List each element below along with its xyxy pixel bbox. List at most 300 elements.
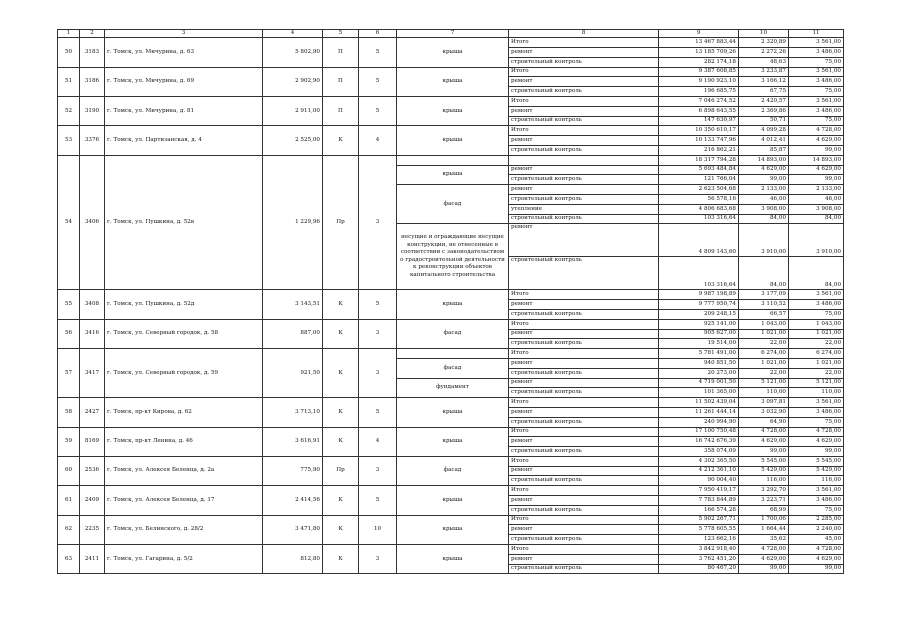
cost-line-label: ремонт <box>509 165 659 175</box>
column-number: 9 <box>659 30 739 38</box>
cost-limit: 1 021,00 <box>789 329 844 339</box>
total-area: 3 713,10 <box>263 398 323 427</box>
house-code: 2411 <box>80 545 105 574</box>
cost-line-label: строительный контроль <box>509 175 659 185</box>
cost-per-sqm: 4 012,41 <box>739 136 789 146</box>
cost-amount: 101 365,00 <box>659 388 739 398</box>
cost-amount: 7 046 274,52 <box>659 96 739 106</box>
cost-amount: 925 141,00 <box>659 319 739 329</box>
row-number: 54 <box>58 155 80 290</box>
cost-amount: 358 074,09 <box>659 447 739 457</box>
cost-per-sqm: 1 664,44 <box>739 525 789 535</box>
address: г. Томск, ул. Партизанская, д. 4 <box>105 126 263 155</box>
house-code: 8169 <box>80 427 105 456</box>
cost-per-sqm: 4 099,28 <box>739 126 789 136</box>
cost-amount: 80 467,20 <box>659 564 739 574</box>
cost-limit: 99,00 <box>789 564 844 574</box>
cost-amount: 905 627,00 <box>659 329 739 339</box>
cost-line-label: Итого <box>509 515 659 525</box>
cost-per-sqm: 66,57 <box>739 309 789 319</box>
cost-limit: 4 629,00 <box>789 437 844 447</box>
cost-limit: 75,00 <box>789 309 844 319</box>
work-type: фундамент <box>397 378 509 398</box>
total-area: 5 802,90 <box>263 38 323 67</box>
cost-line-label: ремонт <box>509 136 659 146</box>
cost-per-sqm: 4 629,00 <box>739 437 789 447</box>
cost-amount: 6 898 643,55 <box>659 106 739 116</box>
cost-line-label: ремонт <box>509 378 659 388</box>
table-row <box>58 126 844 136</box>
wall-material: П <box>323 96 359 125</box>
row-number: 63 <box>58 545 80 574</box>
row-number: 57 <box>58 349 80 398</box>
total-area: 2 525,00 <box>263 126 323 155</box>
cost-line-label: Итого <box>509 456 659 466</box>
cost-per-sqm: 99,00 <box>739 175 789 185</box>
cost-amount: 4 809 143,60 <box>659 224 739 257</box>
address: г. Томск, ул. Мичурина, д. 81 <box>105 96 263 125</box>
floors: 5 <box>359 67 397 96</box>
cost-amount: 13 467 883,44 <box>659 38 739 48</box>
cost-limit: 46,00 <box>789 194 844 204</box>
cost-limit: 99,00 <box>789 145 844 155</box>
cost-amount: 7 950 419,17 <box>659 486 739 496</box>
total-area: 775,90 <box>263 456 323 485</box>
cost-per-sqm: 2 272,26 <box>739 48 789 58</box>
cost-amount: 7 783 844,89 <box>659 496 739 506</box>
cost-amount: 90 004,40 <box>659 476 739 486</box>
cost-per-sqm: 3 177,09 <box>739 290 789 300</box>
cost-limit: 3 561,00 <box>789 96 844 106</box>
cost-limit: 75,00 <box>789 116 844 126</box>
cost-limit: 2 240,00 <box>789 525 844 535</box>
table-row <box>58 456 844 466</box>
cost-per-sqm: 64,90 <box>739 417 789 427</box>
address: г. Томск, ул. Алексея Беленца, д. 17 <box>105 486 263 515</box>
cost-per-sqm: 116,00 <box>739 476 789 486</box>
work-type: фасад <box>397 185 509 224</box>
address: г. Томск, ул. Гагарина, д. 5/2 <box>105 545 263 574</box>
cost-limit: 84,00 <box>789 214 844 224</box>
work-type: крыша <box>397 545 509 574</box>
cost-amount: 20 273,00 <box>659 368 739 378</box>
cost-line-label: ремонт <box>509 407 659 417</box>
cost-line-label: строительный контроль <box>509 535 659 545</box>
cost-line-label: строительный контроль <box>509 447 659 457</box>
wall-material: К <box>323 290 359 319</box>
work-type <box>397 349 509 359</box>
cost-line-label: строительный контроль <box>509 388 659 398</box>
column-number: 7 <box>397 30 509 38</box>
cost-line-label: строительный контроль <box>509 257 659 290</box>
cost-limit: 3 486,00 <box>789 106 844 116</box>
cost-per-sqm: 3 223,71 <box>739 496 789 506</box>
cost-per-sqm: 99,00 <box>739 564 789 574</box>
cost-limit: 4 728,00 <box>789 126 844 136</box>
total-area: 2 911,00 <box>263 96 323 125</box>
cost-per-sqm: 2 369,86 <box>739 106 789 116</box>
cost-per-sqm: 85,87 <box>739 145 789 155</box>
house-code: 2536 <box>80 456 105 485</box>
cost-per-sqm: 3 292,70 <box>739 486 789 496</box>
floors: 3 <box>359 319 397 348</box>
cost-line-label: строительный контроль <box>509 309 659 319</box>
cost-per-sqm: 84,00 <box>739 214 789 224</box>
cost-line-label: ремонт <box>509 77 659 87</box>
cost-per-sqm: 46,00 <box>739 194 789 204</box>
cost-per-sqm: 5 121,00 <box>739 378 789 388</box>
wall-material: К <box>323 349 359 398</box>
cost-limit: 4 629,00 <box>789 165 844 175</box>
cost-line-label: Итого <box>509 319 659 329</box>
work-type: крыша <box>397 126 509 155</box>
cost-per-sqm: 14 893,00 <box>739 155 789 165</box>
cost-line-label: Итого <box>509 427 659 437</box>
wall-material: П <box>323 38 359 67</box>
cost-per-sqm: 2 133,00 <box>739 185 789 195</box>
cost-per-sqm: 35,62 <box>739 535 789 545</box>
cost-line-label: ремонт <box>509 224 659 257</box>
cost-amount: 4 806 683,68 <box>659 204 739 214</box>
cost-limit: 75,00 <box>789 505 844 515</box>
cost-amount: 5 902 267,71 <box>659 515 739 525</box>
cost-limit: 45,00 <box>789 535 844 545</box>
cost-limit: 4 629,00 <box>789 136 844 146</box>
cost-per-sqm: 48,63 <box>739 57 789 67</box>
cost-amount: 11 502 439,04 <box>659 398 739 408</box>
total-area: 887,00 <box>263 319 323 348</box>
cost-limit: 5 429,00 <box>789 466 844 476</box>
house-code: 2427 <box>80 398 105 427</box>
cost-amount: 4 302 365,50 <box>659 456 739 466</box>
work-type: крыша <box>397 515 509 544</box>
cost-line-label: строительный контроль <box>509 368 659 378</box>
row-number: 53 <box>58 126 80 155</box>
cost-limit: 3 486,00 <box>789 77 844 87</box>
cost-amount: 11 261 444,14 <box>659 407 739 417</box>
cost-line-label: Итого <box>509 96 659 106</box>
cost-per-sqm: 3 097,81 <box>739 398 789 408</box>
cost-amount: 5 778 605,55 <box>659 525 739 535</box>
cost-per-sqm: 3 910,00 <box>739 224 789 257</box>
cost-line-label: Итого <box>509 67 659 77</box>
cost-line-label: ремонт <box>509 466 659 476</box>
cost-per-sqm: 2 320,89 <box>739 38 789 48</box>
work-type: крыша <box>397 96 509 125</box>
table-row <box>58 515 844 525</box>
cost-amount: 3 842 918,40 <box>659 545 739 555</box>
cost-line-label: строительный контроль <box>509 339 659 349</box>
cost-limit: 116,00 <box>789 476 844 486</box>
house-code: 3408 <box>80 290 105 319</box>
work-type: крыша <box>397 165 509 185</box>
cost-amount: 209 248,15 <box>659 309 739 319</box>
cost-limit: 3 486,00 <box>789 48 844 58</box>
cost-limit: 6 274,00 <box>789 349 844 359</box>
total-area: 3 616,91 <box>263 427 323 456</box>
work-type: фасад <box>397 358 509 378</box>
cost-limit: 3 561,00 <box>789 398 844 408</box>
floors: 3 <box>359 545 397 574</box>
wall-material: Пр <box>323 456 359 485</box>
floors: 5 <box>359 290 397 319</box>
cost-per-sqm: 6 274,00 <box>739 349 789 359</box>
floors: 5 <box>359 486 397 515</box>
cost-per-sqm: 1 043,00 <box>739 319 789 329</box>
house-code: 3416 <box>80 319 105 348</box>
cost-amount: 3 762 451,20 <box>659 554 739 564</box>
cost-limit: 1 043,00 <box>789 319 844 329</box>
column-number: 11 <box>789 30 844 38</box>
total-area: 921,50 <box>263 349 323 398</box>
cost-per-sqm: 67,75 <box>739 87 789 97</box>
address: г. Томск, ул. Мичурина, д. 69 <box>105 67 263 96</box>
floors: 5 <box>359 38 397 67</box>
floors: 4 <box>359 427 397 456</box>
cost-limit: 3 561,00 <box>789 38 844 48</box>
wall-material: П <box>323 67 359 96</box>
house-code: 2235 <box>80 515 105 544</box>
cost-amount: 240 994,90 <box>659 417 739 427</box>
cost-line-label: ремонт <box>509 329 659 339</box>
cost-amount: 9 190 923,10 <box>659 77 739 87</box>
cost-amount: 216 862,21 <box>659 145 739 155</box>
wall-material: К <box>323 515 359 544</box>
work-type: фасад <box>397 456 509 485</box>
cost-line-label: ремонт <box>509 358 659 368</box>
address: г. Томск, пр-кт Кирова, д. 62 <box>105 398 263 427</box>
cost-per-sqm: 4 629,00 <box>739 165 789 175</box>
row-number: 59 <box>58 427 80 456</box>
cost-line-label: строительный контроль <box>509 87 659 97</box>
cost-line-label: строительный контроль <box>509 57 659 67</box>
repair-schedule-table <box>57 29 844 574</box>
row-number: 61 <box>58 486 80 515</box>
cost-line-label: Итого <box>509 398 659 408</box>
table-row <box>58 96 844 106</box>
cost-line-label: строительный контроль <box>509 564 659 574</box>
floors: 3 <box>359 349 397 398</box>
cost-limit: 75,00 <box>789 57 844 67</box>
total-area: 1 229,96 <box>263 155 323 290</box>
cost-limit: 84,00 <box>789 257 844 290</box>
cost-line-label: ремонт <box>509 48 659 58</box>
cost-amount: 10 133 747,96 <box>659 136 739 146</box>
row-number: 52 <box>58 96 80 125</box>
cost-per-sqm: 50,71 <box>739 116 789 126</box>
cost-per-sqm: 22,00 <box>739 339 789 349</box>
cost-per-sqm: 1 700,06 <box>739 515 789 525</box>
cost-amount: 166 574,28 <box>659 505 739 515</box>
floors: 3 <box>359 456 397 485</box>
work-type: крыша <box>397 398 509 427</box>
cost-line-label: ремонт <box>509 106 659 116</box>
cost-limit: 3 486,00 <box>789 496 844 506</box>
house-code: 3186 <box>80 67 105 96</box>
cost-line-label: ремонт <box>509 185 659 195</box>
cost-per-sqm: 22,00 <box>739 368 789 378</box>
cost-amount: 2 623 504,68 <box>659 185 739 195</box>
cost-amount: 4 719 001,50 <box>659 378 739 388</box>
house-code: 2409 <box>80 486 105 515</box>
address: г. Томск, ул. Северный городок, д. 58 <box>105 319 263 348</box>
cost-per-sqm: 99,00 <box>739 447 789 457</box>
cost-line-label: Итого <box>509 545 659 555</box>
wall-material: К <box>323 486 359 515</box>
row-number: 55 <box>58 290 80 319</box>
column-number: 2 <box>80 30 105 38</box>
cost-per-sqm: 3 032,90 <box>739 407 789 417</box>
cost-line-label: Итого <box>509 290 659 300</box>
table-row <box>58 349 844 359</box>
cost-amount: 56 578,16 <box>659 194 739 204</box>
cost-limit: 14 893,00 <box>789 155 844 165</box>
floors: 5 <box>359 398 397 427</box>
work-type: несущие и ограждающие несущие конструкции, не отнесенные в соответствии с законодательством о градостроительной деятельности к реконструкции объектов капитального строительства <box>397 224 509 290</box>
cost-amount: 13 185 709,26 <box>659 48 739 58</box>
cost-per-sqm: 4 629,00 <box>739 554 789 564</box>
cost-amount: 147 630,97 <box>659 116 739 126</box>
table-row <box>58 155 844 165</box>
cost-amount: 121 766,04 <box>659 175 739 185</box>
table-row <box>58 398 844 408</box>
cost-limit: 4 728,00 <box>789 427 844 437</box>
cost-limit: 2 285,00 <box>789 515 844 525</box>
house-code: 3406 <box>80 155 105 290</box>
cost-limit: 3 908,00 <box>789 204 844 214</box>
cost-limit: 3 561,00 <box>789 290 844 300</box>
floors: 5 <box>359 96 397 125</box>
cost-limit: 3 910,00 <box>789 224 844 257</box>
cost-per-sqm: 68,99 <box>739 505 789 515</box>
cost-line-label: Итого <box>509 486 659 496</box>
cost-amount: 9 987 198,89 <box>659 290 739 300</box>
cost-line-label: строительный контроль <box>509 116 659 126</box>
cost-line-label <box>509 155 659 165</box>
row-number: 50 <box>58 38 80 67</box>
cost-amount: 282 174,18 <box>659 57 739 67</box>
house-code: 3376 <box>80 126 105 155</box>
cost-amount: 4 212 361,10 <box>659 466 739 476</box>
cost-amount: 17 100 750,48 <box>659 427 739 437</box>
cost-per-sqm: 84,00 <box>739 257 789 290</box>
cost-amount: 19 514,00 <box>659 339 739 349</box>
total-area: 3 143,51 <box>263 290 323 319</box>
row-number: 62 <box>58 515 80 544</box>
cost-limit: 110,00 <box>789 388 844 398</box>
cost-per-sqm: 2 420,57 <box>739 96 789 106</box>
house-code: 3417 <box>80 349 105 398</box>
row-number: 56 <box>58 319 80 348</box>
cost-limit: 5 121,00 <box>789 378 844 388</box>
cost-per-sqm: 1 021,00 <box>739 329 789 339</box>
address: г. Томск, ул. Мичурина, д. 63 <box>105 38 263 67</box>
address: г. Томск, ул. Пушкина, д. 52д <box>105 290 263 319</box>
cost-limit: 5 545,00 <box>789 456 844 466</box>
floors: 10 <box>359 515 397 544</box>
column-number: 8 <box>509 30 659 38</box>
total-area: 3 471,80 <box>263 515 323 544</box>
cost-line-label: ремонт <box>509 554 659 564</box>
header-row <box>58 30 844 38</box>
row-number: 51 <box>58 67 80 96</box>
column-number: 10 <box>739 30 789 38</box>
cost-per-sqm: 110,00 <box>739 388 789 398</box>
table-row <box>58 290 844 300</box>
cost-line-label: Итого <box>509 349 659 359</box>
cost-per-sqm: 4 728,00 <box>739 545 789 555</box>
cost-line-label: ремонт <box>509 300 659 310</box>
cost-line-label: ремонт <box>509 496 659 506</box>
cost-limit: 22,00 <box>789 368 844 378</box>
house-code: 3190 <box>80 96 105 125</box>
column-number: 4 <box>263 30 323 38</box>
cost-per-sqm: 3 166,12 <box>739 77 789 87</box>
cost-line-label: утепление <box>509 204 659 214</box>
cost-per-sqm: 5 545,00 <box>739 456 789 466</box>
column-number: 1 <box>58 30 80 38</box>
cost-limit: 4 629,00 <box>789 554 844 564</box>
cost-line-label: строительный контроль <box>509 194 659 204</box>
address: г. Томск, ул. Белинского, д. 28/2 <box>105 515 263 544</box>
cost-line-label: ремонт <box>509 437 659 447</box>
wall-material: К <box>323 126 359 155</box>
cost-limit: 75,00 <box>789 87 844 97</box>
cost-per-sqm: 1 021,00 <box>739 358 789 368</box>
address: г. Томск, ул. Северный городок, д. 59 <box>105 349 263 398</box>
work-type: крыша <box>397 427 509 456</box>
address: г. Томск, ул. Пушкина, д. 52в <box>105 155 263 290</box>
cost-limit: 3 561,00 <box>789 486 844 496</box>
cost-amount: 9 777 950,74 <box>659 300 739 310</box>
cost-limit: 99,00 <box>789 175 844 185</box>
cost-per-sqm: 3 908,00 <box>739 204 789 214</box>
floors: 3 <box>359 155 397 290</box>
cost-limit: 99,00 <box>789 447 844 457</box>
cost-amount: 5 781 491,00 <box>659 349 739 359</box>
cost-limit: 3 486,00 <box>789 300 844 310</box>
cost-line-label: строительный контроль <box>509 145 659 155</box>
table-row <box>58 427 844 437</box>
table-row <box>58 545 844 555</box>
cost-limit: 75,00 <box>789 417 844 427</box>
cost-limit: 3 486,00 <box>789 407 844 417</box>
cost-per-sqm: 5 429,00 <box>739 466 789 476</box>
cost-line-label: строительный контроль <box>509 214 659 224</box>
floors: 4 <box>359 126 397 155</box>
wall-material: Пр <box>323 155 359 290</box>
cost-amount: 5 693 484,84 <box>659 165 739 175</box>
total-area: 2 902,90 <box>263 67 323 96</box>
cost-line-label: строительный контроль <box>509 417 659 427</box>
wall-material: К <box>323 427 359 456</box>
column-number: 5 <box>323 30 359 38</box>
work-type: крыша <box>397 67 509 96</box>
cost-line-label: строительный контроль <box>509 476 659 486</box>
work-type <box>397 155 509 165</box>
total-area: 812,80 <box>263 545 323 574</box>
address: г. Томск, пр-кт Ленина, д. 46 <box>105 427 263 456</box>
wall-material: К <box>323 398 359 427</box>
cost-amount: 16 742 676,39 <box>659 437 739 447</box>
work-type: крыша <box>397 290 509 319</box>
cost-amount: 196 685,75 <box>659 87 739 97</box>
work-type: крыша <box>397 38 509 67</box>
column-number: 3 <box>105 30 263 38</box>
cost-amount: 103 316,64 <box>659 214 739 224</box>
cost-line-label: строительный контроль <box>509 505 659 515</box>
cost-amount: 9 387 608,85 <box>659 67 739 77</box>
